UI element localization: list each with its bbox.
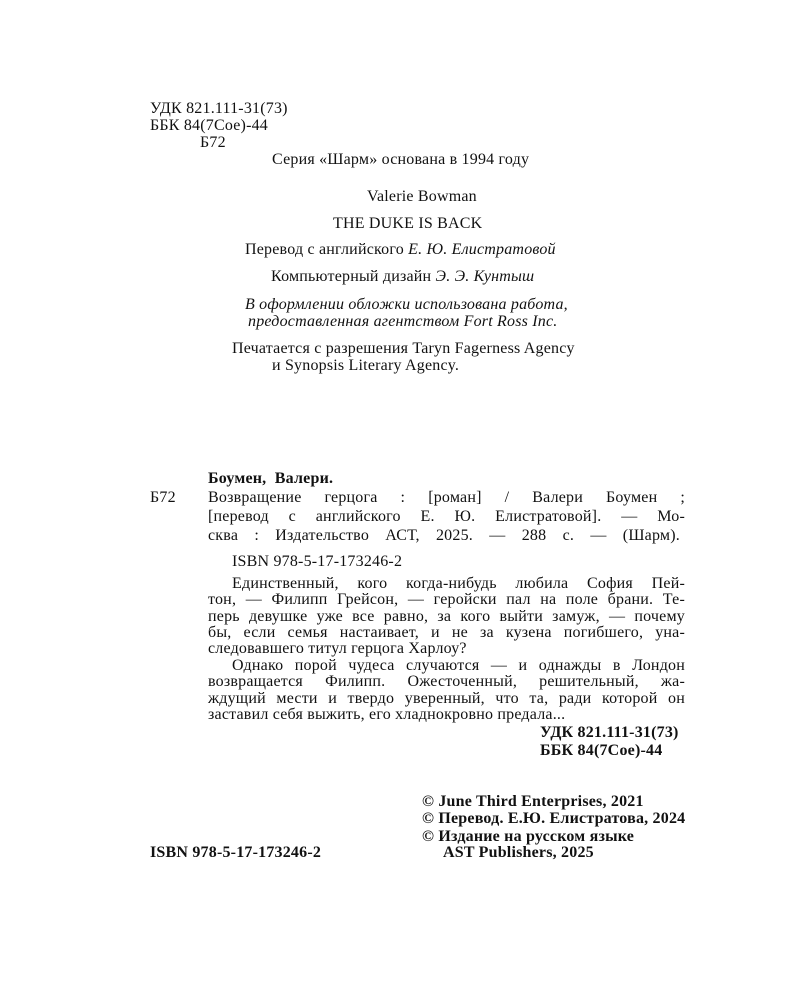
original-title: THE DUKE IS BACK	[333, 215, 483, 232]
catalog-isbn: ISBN 978-5-17-173246-2	[232, 553, 403, 570]
cover-note-line: В оформлении обложки использована работа,	[245, 296, 568, 313]
catalog-udk: УДК 821.111-31(73)	[540, 724, 679, 741]
copyright-line: AST Publishers, 2025	[443, 844, 594, 861]
bbk-code: ББК 84(7Сое)-44	[150, 117, 268, 134]
design-prefix: Компьютерный дизайн	[271, 268, 432, 285]
annotation-line: Однако порой чудеса случаются — и однажды в Лондон	[232, 657, 685, 674]
translation-prefix: Перевод с английского	[245, 241, 404, 258]
bibliographic-line: сква : Издательство АСТ, 2025. — 288 с. — (Шарм).	[208, 527, 680, 544]
copyright-line: © Перевод. Е.Ю. Елистратова, 2024	[422, 810, 686, 827]
rights-line: и Synopsis Literary Agency.	[272, 357, 460, 374]
copyright-line: © Издание на русском языке	[422, 828, 635, 845]
annotation-line: тон, — Филипп Грейсон, — геройски пал на поле брани. Те-	[208, 591, 685, 608]
footer-isbn: ISBN 978-5-17-173246-2	[150, 844, 322, 861]
bibliographic-line: [перевод с английского Е. Ю. Елистратовой]. — Мо-	[208, 508, 685, 525]
annotation-line: ждущий мести и твердо уверенный, что та, ради которой он	[208, 690, 685, 707]
annotation-line: Единственный, кого когда-нибудь любила София Пей-	[232, 575, 685, 592]
annotation-line: заставил себя выжить, его хладнокровно предала...	[208, 706, 566, 723]
cover-note-line: предоставленная агентством Fort Ross Inc.	[248, 313, 558, 330]
original-author: Valerie Bowman	[367, 188, 477, 205]
rights-line: Печатается с разрешения Taryn Fagerness Agency	[232, 340, 575, 357]
annotation-line: возвращается Филипп. Ожесточенный, решительный, жа-	[208, 673, 685, 690]
catalog-author-mark: Б72	[150, 489, 176, 506]
series-note: Серия «Шарм» основана в 1994 году	[272, 151, 530, 168]
udk-code: УДК 821.111-31(73)	[150, 100, 288, 117]
annotation-line: бы, если семья настаивает, и не за кузена погибшего, уна-	[208, 624, 685, 641]
copyright-line: © June Third Enterprises, 2021	[422, 793, 644, 810]
designer-name: Э. Э. Кунтыш	[435, 268, 535, 285]
author-mark: Б72	[200, 134, 226, 151]
bibliographic-line: Возвращение герцога : [роман] / Валери Боумен ;	[208, 489, 685, 506]
catalog-bbk: ББК 84(7Сое)-44	[540, 742, 663, 759]
annotation-line: следовавшего титул герцога Харлоу?	[208, 640, 467, 657]
translator-name: Е. Ю. Елистратовой	[408, 241, 556, 258]
design-credit	[271, 268, 534, 286]
annotation-line: перь девушке уже все равно, за кого выйти замуж, — почему	[208, 608, 685, 625]
catalog-author: Боумен, Валери.	[208, 470, 334, 487]
translation-credit	[245, 241, 556, 259]
